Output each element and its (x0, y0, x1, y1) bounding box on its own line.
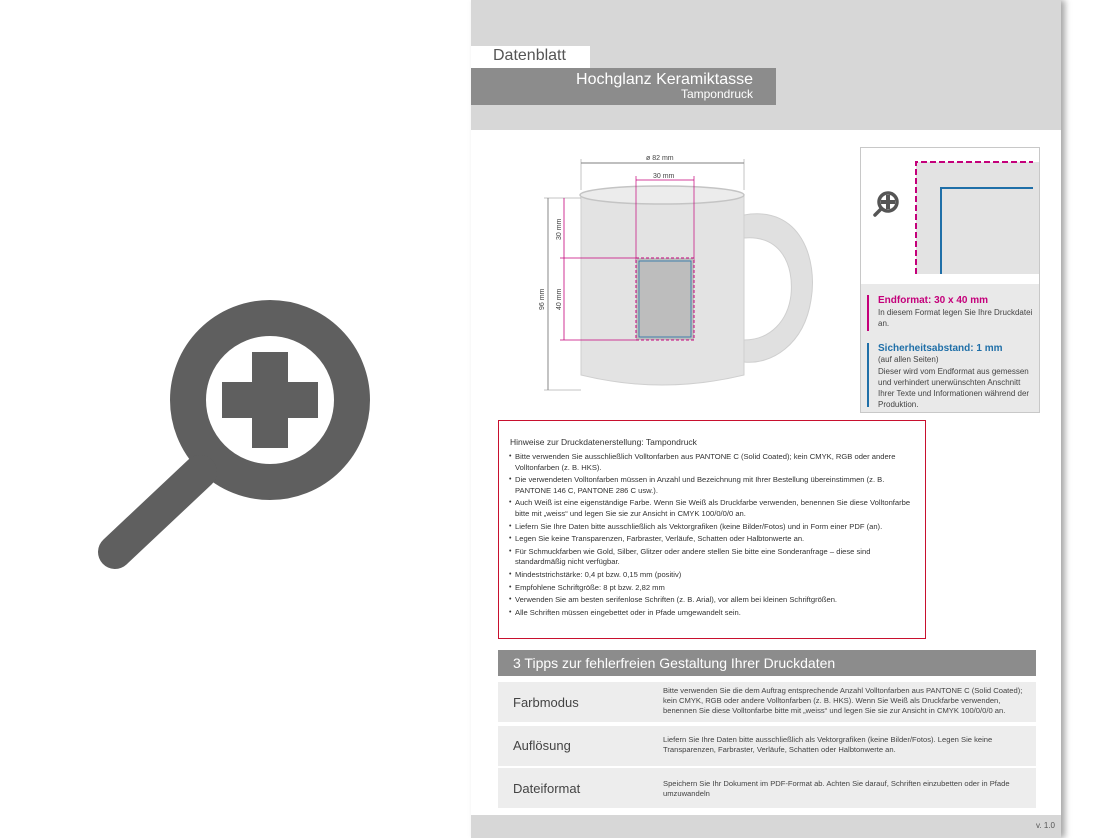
mug-drawing (526, 150, 816, 410)
diameter-label: ø 82 mm (646, 155, 674, 162)
note-item: • Mindeststrichstärke: 0,4 pt bzw. 0,15 mm (positiv) (509, 570, 919, 581)
note-item: • Verwenden Sie am besten serifenlose Schriften (z. B. Arial), vor allem bei kleinen Schriftgrößen. (509, 595, 919, 606)
format-preview-graphic (861, 148, 1039, 284)
note-item: • Die verwendeten Volltonfarben müssen in Anzahl und Bezeichnung mit Ihrer Bestellung übereinstimmen (z. B. PANTONE 146 C, PANTONE 286 C usw.). (509, 475, 919, 496)
endformat-title: Endformat: 30 x 40 mm (878, 295, 989, 306)
tip-text: Liefern Sie Ihre Daten bitte ausschließlich als Vektorgrafiken (keine Bilder/Fotos). Legen Sie keine Transparenzen, Farbraster, Verläufe, Schatten oder Halbtonwerte an. (663, 735, 993, 754)
note-item: • Legen Sie keine Transparenzen, Farbraster, Verläufe, Schatten oder Halbtonwerte an. (509, 534, 919, 545)
tip-label: Dateiformat (513, 781, 581, 796)
note-item: • Alle Schriften müssen eingebettet oder in Pfade umgewandelt sein. (509, 608, 919, 619)
tip-text: Bitte verwenden Sie die dem Auftrag entsprechende Anzahl Volltonfarben aus PANTONE C (Solid Coated); kein CMYK, RGB oder andere Volltonfarben (z. B. HKS). Wenn Sie Weiß als Druckfarbe verwenden, benennen Sie diese Volltonfarbe bitte mit „weiss“ und legen Sie sie zur Ansicht in CMYK 100/0/0/0 an. (663, 686, 1023, 715)
format-info-box (860, 147, 1040, 413)
top-margin-label: 30 mm (556, 218, 563, 240)
note-item: • Empfohlene Schriftgröße: 8 pt bzw. 2,82 mm (509, 583, 919, 594)
note-item: • Auch Weiß ist eine eigenständige Farbe. Wenn Sie Weiß als Druckfarbe verwenden, benennen Sie diese Volltonfarbe bitte mit „weiss“ und legen Sie sie zur Ansicht in CMYK 100/0/0/0 an. (509, 498, 919, 519)
total-height-label: 96 mm (539, 288, 546, 310)
print-width-label: 30 mm (653, 173, 675, 180)
tips-title: 3 Tipps zur fehlerfreien Gestaltung Ihrer Druckdaten (513, 655, 836, 671)
datasheet-page (471, 0, 1061, 838)
product-subtitle: Tampondruck (680, 87, 753, 101)
note-item: • Liefern Sie Ihre Daten bitte ausschließlich als Vektorgrafiken (keine Bilder/Fotos) und in Form einer PDF (an). (509, 522, 919, 533)
tip-row-aufloesung (498, 726, 1036, 766)
tip-row-dateiformat (498, 768, 1036, 808)
safety-title: Sicherheitsabstand: 1 mm (878, 343, 1003, 354)
tip-label: Farbmodus (513, 695, 579, 710)
safety-text: Dieser wird vom Endformat aus gemessen und verhindert unerwünschten Anschnitt Ihrer Texte und Informationen während der Produktion. (878, 367, 1030, 409)
print-notes-box (498, 420, 926, 639)
zoom-in-icon[interactable] (875, 193, 897, 215)
tip-text: Speichern Sie Ihr Dokument im PDF-Format ab. Achten Sie darauf, Schriften einzubetten oder in Pfade umzuwandeln (663, 779, 1010, 798)
tips-header (498, 650, 1036, 676)
title-box (471, 68, 776, 105)
note-item: • Für Schmuckfarben wie Gold, Silber, Glitzer oder andere stellen Sie bitte eine Sonderanfrage – diese sind standardmäßig nicht verfügbar. (509, 547, 919, 568)
safety-marker (867, 343, 869, 407)
endformat-text: In diesem Format legen Sie Ihre Druckdatei an. (878, 308, 1033, 328)
note-item: • Bitte verwenden Sie ausschließlich Volltonfarben aus PANTONE C (Solid Coated); kein CMYK, RGB oder andere Volltonfarben (z. B. HKS). (509, 452, 919, 473)
product-title: Hochglanz Keramiktasse (576, 71, 753, 88)
datasheet-tab-label: Datenblatt (493, 47, 566, 64)
endformat-marker (867, 295, 869, 331)
version-label: v. 1.0 (1036, 821, 1055, 830)
safety-subtitle: (auf allen Seiten) (878, 355, 939, 364)
tip-row-farbmodus (498, 682, 1036, 722)
print-height-label: 40 mm (556, 288, 563, 310)
format-preview (861, 148, 1039, 284)
notes-heading: Hinweise zur Druckdatenerstellung: Tampondruck (510, 437, 697, 447)
zoom-in-icon-large[interactable] (95, 300, 395, 580)
tip-label: Auflösung (513, 738, 571, 753)
notes-list (509, 452, 919, 620)
footer-band (471, 815, 1061, 838)
datasheet-tab (471, 46, 590, 68)
